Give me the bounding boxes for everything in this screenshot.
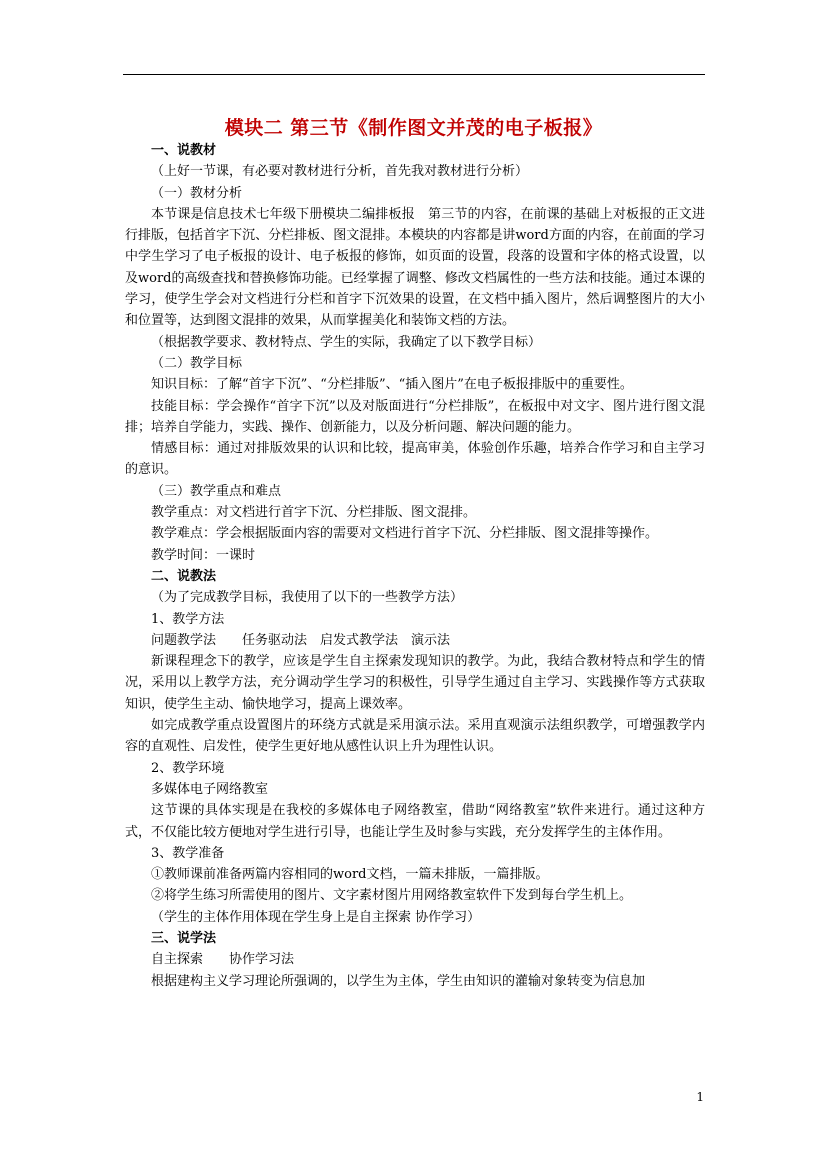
document-title: 模块二 第三节《制作图文并茂的电子板报》 [224,117,603,139]
paragraph: （为了完成教学目标，我使用了以下的一些教学方法） [151,590,464,606]
subsection-heading: （一）教材分析 [151,185,243,201]
paragraph: 教学时间：一课时 [151,547,256,563]
paragraph: 情感目标：通过对排版效果的认识和比较，提高审美，体验创作乐趣，培养合作学习和自主学习的意识。 [125,441,705,478]
paragraph: 如完成教学重点设置图片的环绕方式就是采用演示法。采用直观演示法组织教学，可增强教学内容的直观性、启发性，使学生更好地从感性认识上升为理性认识。 [125,718,705,755]
paragraph: （上好一节课，有必要对教材进行分析，首先我对教材进行分析） [151,164,529,180]
subsection-heading: 1、教学方法 [151,611,225,627]
page-number: 1 [696,1090,704,1104]
document-body [125,140,705,992]
paragraph: 问题教学法 任务驱动法 启发式教学法 演示法 [151,632,451,648]
paragraph: 这节课的具体实现是在我校的多媒体电子网络教室，借助“网络教室”软件来进行。通过这种方式，不仅能比较方便地对学生进行引导，也能让学生及时参与实践，充分发挥学生的主体作用。 [125,803,705,840]
paragraph: 教学重点：对文档进行首字下沉、分栏排版、图文混排。 [151,505,477,521]
paragraph: 根据建构主义学习理论所强调的，以学生为主体，学生由知识的灌输对象转变为信息加 [151,973,646,989]
paragraph: ①教师课前准备两篇内容相同的word文档，一篇未排版，一篇排版。 [151,867,549,883]
paragraph: （学生的主体作用体现在学生身上是自主探索 协作学习） [151,909,481,925]
subsection-heading: 3、教学准备 [151,845,225,861]
section-heading: 三、说学法 [151,930,217,946]
paragraph: （根据教学要求、教材特点、学生的实际，我确定了以下教学目标） [151,334,542,350]
section-heading: 一、说教材 [151,143,217,158]
header-rule [123,74,705,75]
paragraph: 本节课是信息技术七年级下册模块二编排板报 第三节的内容，在前课的基础上对板报的正文进行排版，包括首字下沉、分栏排板、图文混排。本模块的内容都是讲word方面的内容，在前面的学习中学生学习了电子板报的设计、电子板报的修饰，如页面的设置，段落的设置和字体的格式设置，以及word的高级查找和替换修饰功能。已经掌握了调整、修改文档属性的一些方法和技能。通过本课的学习，使学生学会对文档进行分栏和首字下沉效果的设置，在文档中插入图片，然后调整图片的大小和位置等，达到图文混排的效果，从而掌握美化和装饰文档的方法。 [125,206,705,329]
subsection-heading: 2、教学环境 [151,760,225,776]
paragraph: 知识目标：了解“首字下沉”、“分栏排版”、“插入图片”在电子板报排版中的重要性。 [151,377,633,393]
section-heading: 二、说教法 [151,568,217,584]
paragraph: ②将学生练习所需使用的图片、文字素材图片用网络教室软件下发到每台学生机上。 [151,888,633,904]
paragraph: 教学难点：学会根据版面内容的需要对文档进行首字下沉、分栏排版、图文混排等操作。 [151,526,659,542]
paragraph: 自主探索 协作学习法 [151,952,295,968]
paragraph: 技能目标：学会操作“首字下沉”以及对版面进行“分栏排版”，在板报中对文字、图片进行图文混排；培养自学能力，实践、操作、创新能力，以及分析问题、解决问题的能力。 [125,398,705,435]
paragraph: 新课程理念下的教学，应该是学生自主探索发现知识的教学。为此，我结合教材特点和学生的情况，采用以上教学方法，充分调动学生学习的积极性，引导学生通过自主学习、实践操作等方式获取知识，使学生主动、愉快地学习，提高上课效率。 [125,654,705,712]
paragraph: 多媒体电子网络教室 [151,781,269,797]
subsection-heading: （三）教学重点和难点 [151,483,282,499]
subsection-heading: （二）教学目标 [151,355,243,371]
